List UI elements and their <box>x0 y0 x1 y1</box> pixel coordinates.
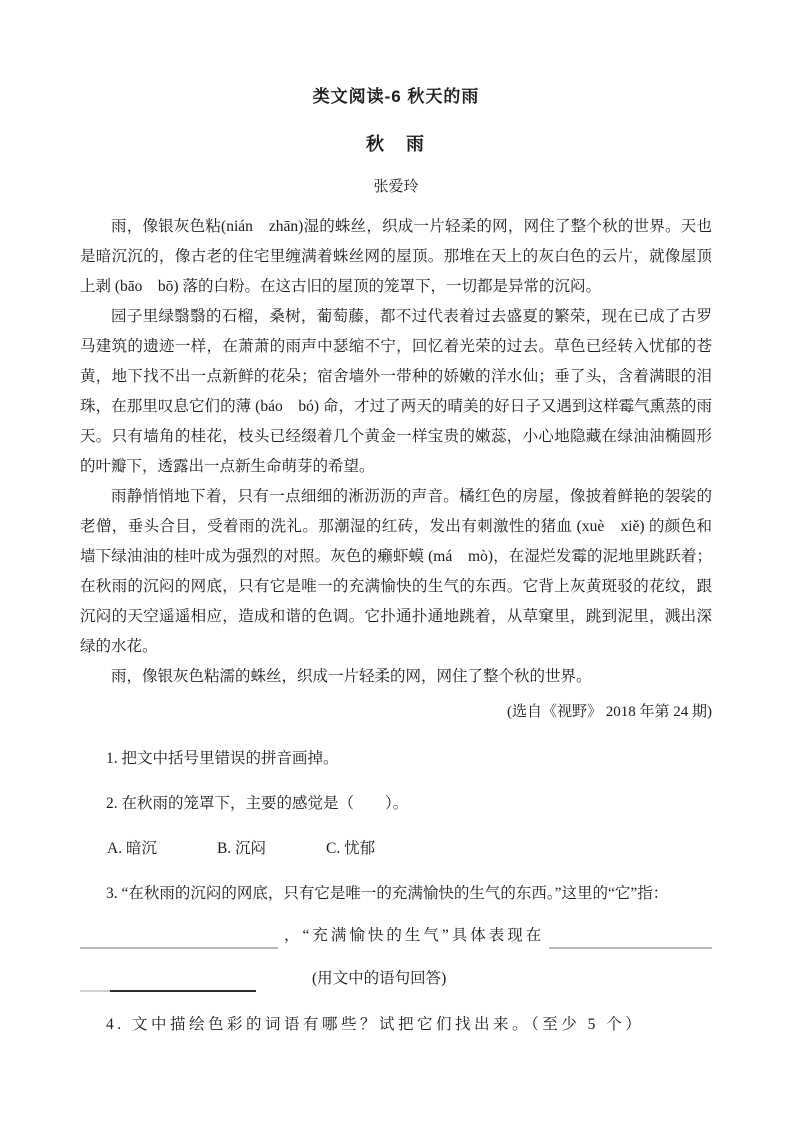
question-3: 3. “在秋雨的沉闷的网底，只有它是唯一的充满愉快的生气的东西。”这里的“它”指： <box>106 885 669 902</box>
essay-paragraph-3: 雨静悄悄地下着，只有一点细细的淅沥沥的声音。橘红色的房屋，像披着鲜艳的袈裟的老僧，垂头合目，受着雨的洗礼。那潮湿的红砖，发出有刺激性的猪血 (xuè xiě) 的颜色和墙下绿油油的桂叶成为强烈的对照。灰色的癞虾蟆 (má mò)，在湿烂发霉的泥地里跳跃着；在秋雨的沉闷的网底，只有它是唯一的充满愉快的生气的东西。它背上灰黄斑驳的花纹，跟沉闷的天空遥遥相应，造成和谐的色调。它扑通扑通地跳着，从草窠里，跳到泥里，溅出深绿的水花。 <box>80 488 712 655</box>
question-4: 4. 文中描绘色彩的词语有哪些？试把它们找出来。（至少 5 个） <box>106 1016 645 1033</box>
option-c: C. 忧郁 <box>326 840 376 857</box>
question-2: 2. 在秋雨的笼罩下，主要的感觉是（ ）。 <box>106 795 409 812</box>
option-a: A. 暗沉 <box>107 840 157 857</box>
questions-section <box>80 747 712 1037</box>
essay-title: 秋 雨 <box>366 134 426 154</box>
essay-body <box>80 212 712 726</box>
question-3-note-line <box>80 966 712 992</box>
answer-blank-line <box>80 968 110 992</box>
essay-paragraph-4: 雨，像银灰色粘濡的蛛丝，织成一片轻柔的网，网住了整个秋的世界。 <box>111 668 592 685</box>
answer-blank-line <box>80 925 278 949</box>
option-b: B. 沉闷 <box>216 840 267 857</box>
answer-blank-line <box>549 925 712 949</box>
essay-author: 张爱玲 <box>373 179 419 195</box>
question-2-options <box>80 837 712 861</box>
page-title: 类文阅读-6 秋天的雨 <box>312 87 480 106</box>
answer-blank-line <box>110 968 256 992</box>
essay-source: (选自《视野》 2018 年第 24 期) <box>507 704 712 720</box>
question-1: 1. 把文中括号里错误的拼音画掉。 <box>106 750 339 767</box>
question-3-note: (用文中的语句回答) <box>312 970 447 987</box>
essay-paragraph-2: 园子里绿翳翳的石榴，桑树，葡萄藤，都不过代表着过去盛夏的繁荣，现在已成了古罗马建筑的遗迹一样，在萧萧的雨声中瑟缩不宁，回忆着光荣的过去。草色已经转入忧郁的苍黄，地下找不出一点新鲜的花朵；宿舍墙外一带种的娇嫩的洋水仙；垂了头，含着满眼的泪珠，在那里叹息它们的薄 (báo bó) 命，才过了两天的晴美的好日子又遇到这样霉气熏蒸的雨天。只有墙角的桂花，枝头已经缀着几个黄金一样宝贵的嫩蕊，小心地隐藏在绿油油椭圆形的叶瓣下，透露出一点新生命萌芽的希望。 <box>80 308 712 475</box>
question-3-blank-line <box>80 923 712 949</box>
question-3-continuation: ，“充满愉快的生气”具体表现在 <box>284 927 545 944</box>
essay-paragraph-1: 雨，像银灰色粘(nián zhān)湿的蛛丝，织成一片轻柔的网，网住了整个秋的世界。天也是暗沉沉的，像古老的住宅里缠满着蛛丝网的屋顶。那堆在天上的灰白色的云片，就像屋顶上剥 (bāo bō) 落的白粉。在这古旧的屋顶的笼罩下，一切都是异常的沉闷。 <box>80 218 712 295</box>
